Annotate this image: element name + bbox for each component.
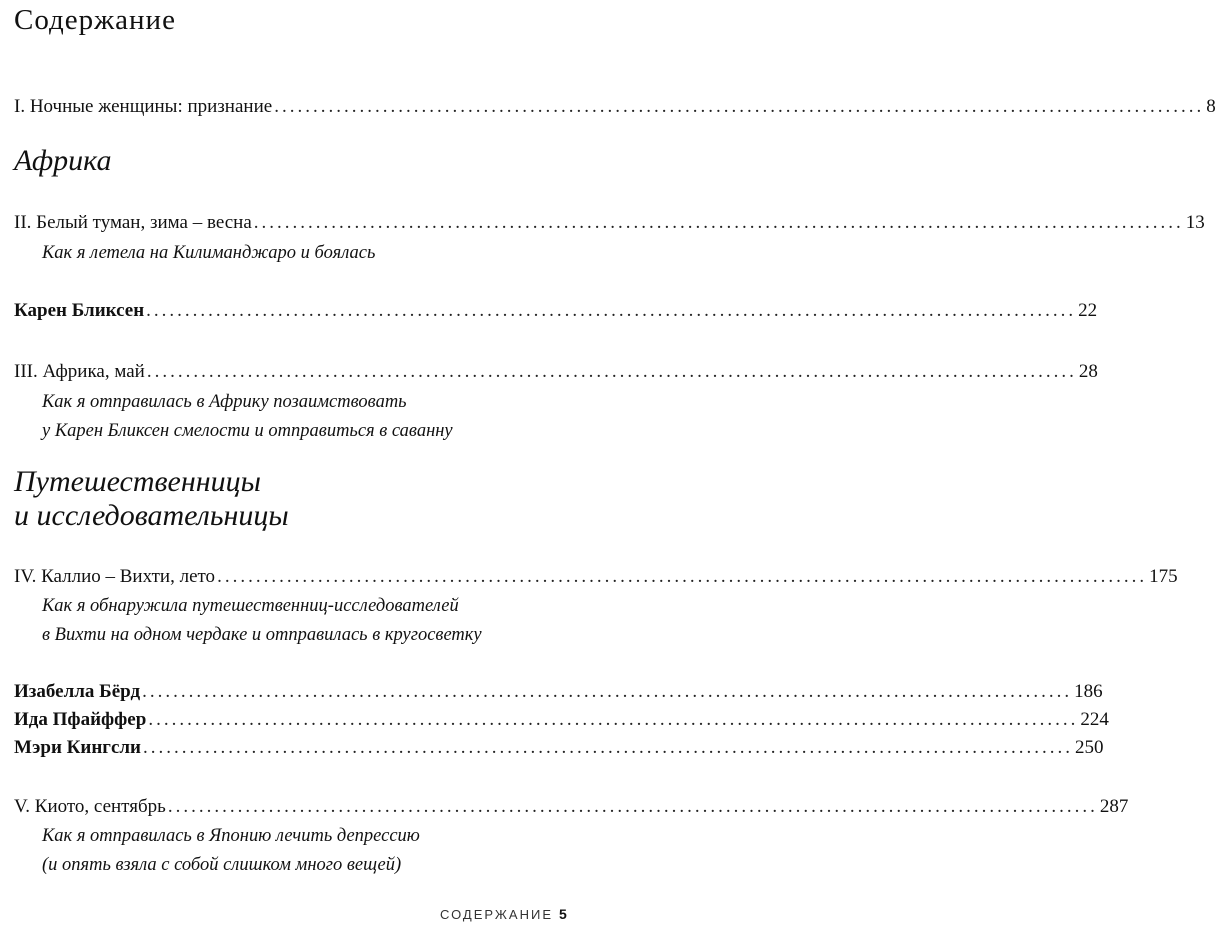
- toc-entry[interactable]: [14, 211, 1205, 235]
- toc-entry[interactable]: [14, 360, 1098, 384]
- toc-entry-page: 224: [1080, 709, 1109, 730]
- leader-dots: ........................................................................................................................: [146, 361, 1077, 382]
- toc-entry-page: 28: [1078, 361, 1098, 382]
- toc-entry[interactable]: [14, 736, 1104, 760]
- section-heading: [14, 465, 289, 533]
- leader-dots: ........................................................................................................................: [148, 709, 1079, 730]
- entry-subtitle: Как я отправилась в Африку позаимствовать: [42, 392, 407, 412]
- toc-entry-page: 186: [1074, 681, 1103, 702]
- page-number: 5: [559, 906, 567, 922]
- section-heading-line: Африка: [14, 144, 112, 177]
- toc-entry-page: 250: [1074, 737, 1104, 758]
- leader-dots: ........................................................................................................................: [142, 737, 1073, 758]
- toc-entry-label: Ида Пфайффер: [14, 709, 147, 730]
- leader-dots: ........................................................................................................................: [142, 681, 1073, 702]
- leader-dots: ........................................................................................................................: [217, 566, 1148, 587]
- toc-entry-label: V. Киото, сентябрь: [14, 796, 166, 817]
- toc-entry[interactable]: [14, 708, 1109, 732]
- leader-dots: ........................................................................................................................: [167, 796, 1098, 817]
- entry-subtitle: (и опять взяла с собой слишком много вещей): [42, 855, 402, 875]
- toc-entry-label: Карен Бликсен: [14, 300, 145, 321]
- leader-dots: ........................................................................................................................: [253, 212, 1184, 233]
- entry-subtitle: в Вихти на одном чердаке и отправилась в кругосветку: [42, 625, 482, 645]
- leader-dots: ........................................................................................................................: [146, 300, 1077, 321]
- running-footer: [440, 906, 567, 922]
- toc-entry-page: 22: [1078, 300, 1098, 321]
- toc-entry-label: IV. Каллио – Вихти, лето: [14, 566, 216, 587]
- toc-entry-page: 287: [1099, 796, 1129, 817]
- toc-entry[interactable]: [14, 95, 1216, 119]
- entry-subtitle: у Карен Бликсен смелости и отправиться в саванну: [42, 421, 453, 441]
- section-heading: [14, 144, 111, 178]
- running-head: СОДЕРЖАНИЕ: [440, 907, 554, 922]
- toc-entry-label: Мэри Кингсли: [14, 737, 141, 758]
- toc-entry[interactable]: [14, 565, 1178, 589]
- toc-entry-label: III. Африка, май: [14, 361, 145, 382]
- toc-entry-label: I. Ночные женщины: признание: [14, 96, 273, 117]
- toc-entry-page: 13: [1185, 212, 1205, 233]
- section-heading-line: Путешественницы: [14, 465, 261, 498]
- toc-entry[interactable]: [14, 795, 1129, 819]
- toc-entry-label: II. Белый туман, зима – весна: [14, 212, 252, 233]
- toc-entry[interactable]: [14, 299, 1098, 323]
- leader-dots: ........................................................................................................................: [274, 96, 1205, 117]
- toc-entry[interactable]: [14, 680, 1103, 704]
- entry-subtitle: Как я отправилась в Японию лечить депрессию: [42, 826, 420, 846]
- toc-entry-label: Изабелла Бёрд: [14, 681, 141, 702]
- toc-entry-page: 175: [1149, 566, 1178, 587]
- page-title: Содержание: [14, 4, 176, 36]
- section-heading-line: и исследовательницы: [14, 499, 289, 532]
- entry-subtitle: Как я летела на Килиманджаро и боялась: [42, 243, 376, 263]
- entry-subtitle: Как я обнаружила путешественниц-исследователей: [42, 596, 459, 616]
- toc-entry-page: 8: [1206, 96, 1216, 117]
